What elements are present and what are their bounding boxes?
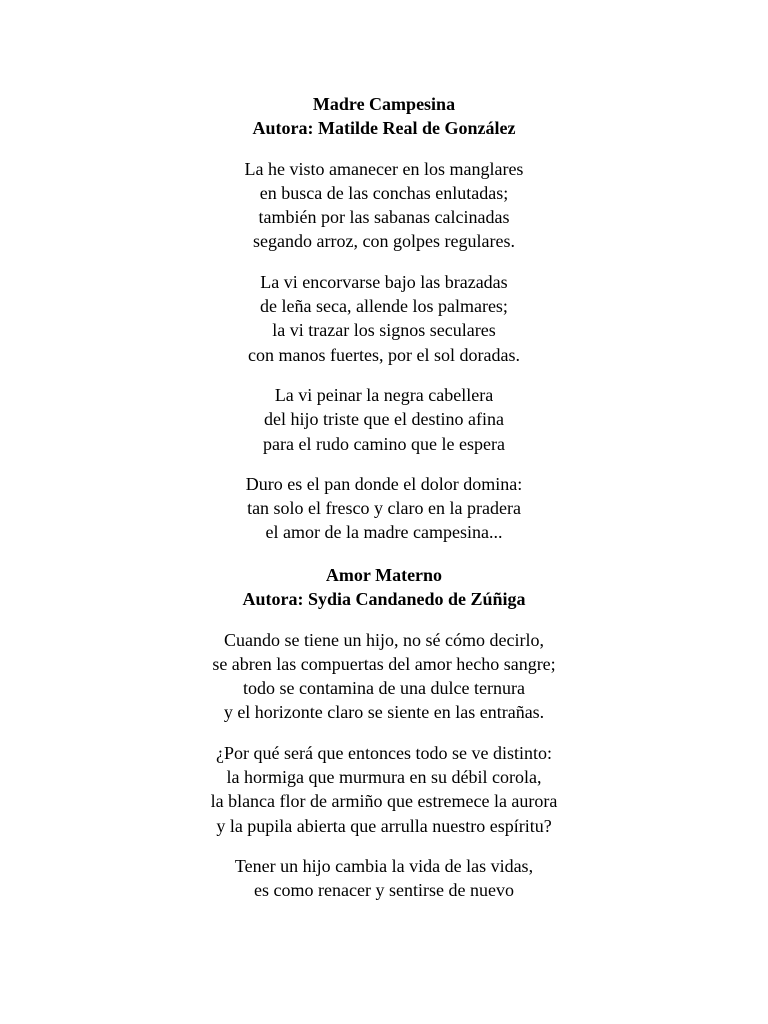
stanza [0,270,768,367]
verse-line: la blanca flor de armiño que estremece la aurora [210,791,558,812]
verse-line: con manos fuertes, por el sol doradas. [248,344,520,365]
verse-line: La he visto amanecer en los manglares [244,158,524,179]
verse-line: Cuando se tiene un hijo, no sé cómo decirlo, [224,629,544,650]
verse-line: el amor de la madre campesina... [265,522,503,543]
verse-line: Duro es el pan donde el dolor domina: [245,473,523,494]
poem-amor-materno [0,563,768,903]
stanza [0,383,768,456]
verse-line: y el horizonte claro se siente en las entrañas. [223,702,545,723]
poem-author: Autora: Matilde Real de González [252,118,516,139]
stanza [0,854,768,903]
poem-heading [0,563,768,612]
verse-line: segando arroz, con golpes regulares. [253,231,515,252]
verse-line: Tener un hijo cambia la vida de las vidas, [234,855,534,876]
stanza [0,741,768,838]
verse-line: del hijo triste que el destino afina [264,409,504,430]
poem-madre-campesina [0,92,768,545]
verse-line: todo se contamina de una dulce ternura [243,678,525,699]
verse-line: en busca de las conchas enlutadas; [259,182,509,203]
verse-line: La vi encorvarse bajo las brazadas [260,271,508,292]
verse-line: de leña seca, allende los palmares; [260,296,508,317]
stanza [0,472,768,545]
poem-author: Autora: Sydia Candanedo de Zúñiga [242,589,526,610]
verse-line: la hormiga que murmura en su débil corola, [226,767,542,788]
verse-line: La vi peinar la negra cabellera [274,384,494,405]
verse-line: la vi trazar los signos seculares [272,320,496,341]
verse-line: para el rudo camino que le espera [263,433,505,454]
verse-line: también por las sabanas calcinadas [258,207,510,228]
verse-line: ¿Por qué será que entonces todo se ve distinto: [216,742,552,763]
verse-line: es como renacer y sentirse de nuevo [254,880,514,901]
stanza [0,157,768,254]
stanza [0,628,768,725]
verse-line: y la pupila abierta que arrulla nuestro espíritu? [216,815,552,836]
poem-title: Amor Materno [325,565,443,585]
verse-line: tan solo el fresco y claro en la pradera [247,498,521,519]
poem-heading [0,92,768,141]
poem-title: Madre Campesina [312,94,456,114]
verse-line: se abren las compuertas del amor hecho sangre; [212,653,556,674]
